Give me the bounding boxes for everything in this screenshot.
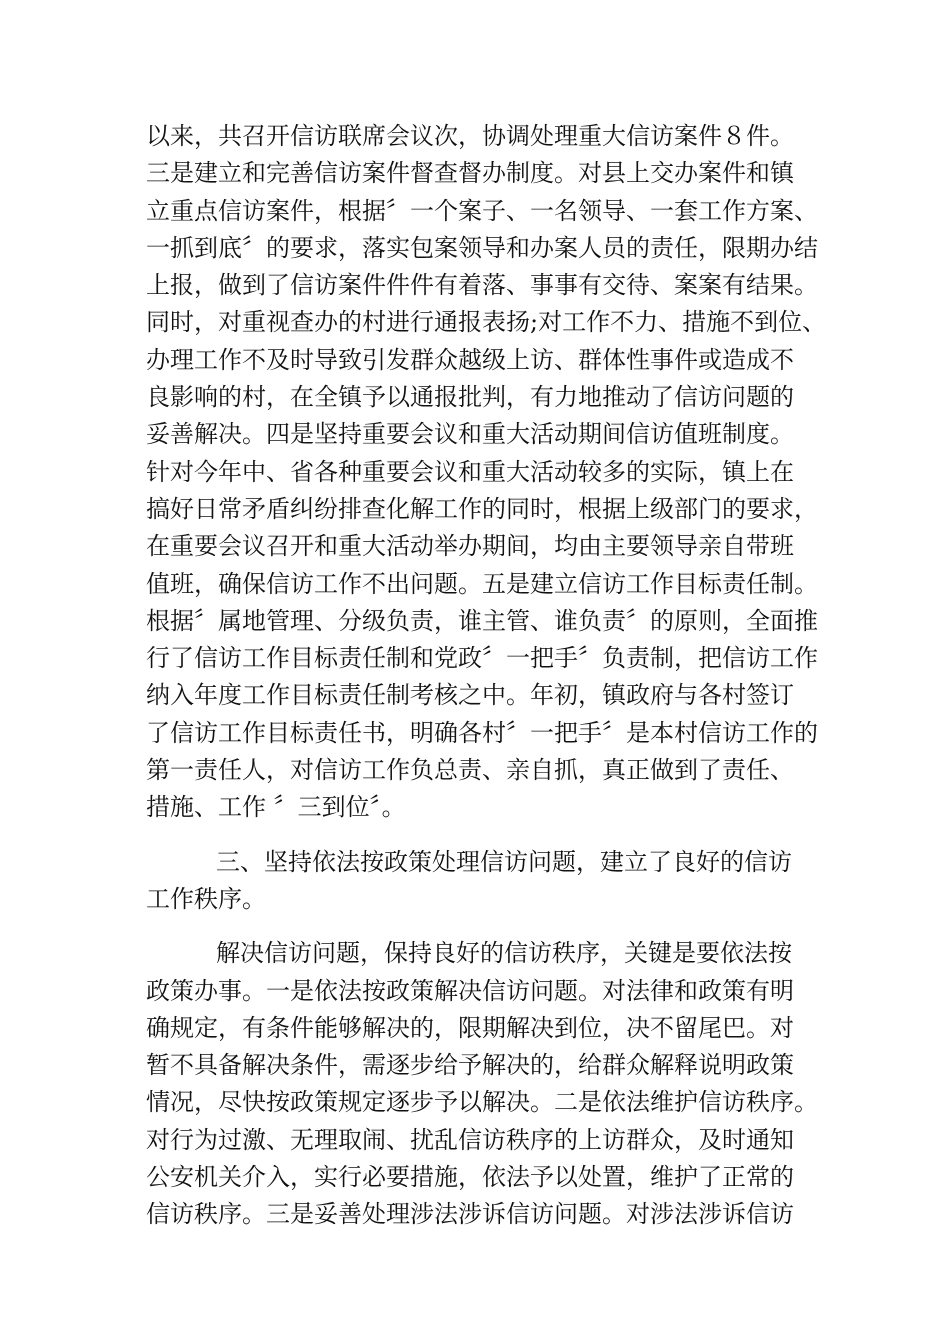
paragraph-gap xyxy=(146,827,826,844)
text-line: 值班，确保信访工作不出问题。五是建立信访工作目标责任制。 xyxy=(146,569,818,598)
body-paragraph-1 xyxy=(146,118,826,827)
text-line: 解决信访问题，保持良好的信访秩序，关键是要依法按 xyxy=(216,939,792,968)
text-line: 上报，做到了信访案件件件有着落、事事有交待、案案有结果。 xyxy=(146,271,818,300)
text-line: 第一责任人，对信访工作负总责、亲自抓，真正做到了责任、 xyxy=(146,756,794,785)
text-line: 措施、工作 〞三到位〞。 xyxy=(146,793,406,822)
text-line: 良影响的村，在全镇予以通报批判，有力地推动了信访问题的 xyxy=(146,383,794,412)
text-line: 在重要会议召开和重大活动举办期间，均由主要领导亲自带班 xyxy=(146,532,794,561)
text-line: 公安机关介入，实行必要措施，依法予以处置，维护了正常的 xyxy=(146,1163,794,1192)
text-line: 了信访工作目标责任书，明确各村〞一把手〞是本村信访工作的 xyxy=(146,718,818,747)
paragraph-gap xyxy=(146,918,826,935)
text-line: 以来，共召开信访联席会议次，协调处理重大信访案件８件。 xyxy=(146,122,794,150)
text-line: 纳入年度工作目标责任制考核之中。年初，镇政府与各村签订 xyxy=(146,681,794,710)
heading-line: 工作秩序。 xyxy=(146,884,266,913)
text-line: 情况，尽快按政策规定逐步予以解决。二是依法维护信访秩序。 xyxy=(146,1088,818,1117)
text-line: 三是建立和完善信访案件督查督办制度。对县上交办案件和镇 xyxy=(146,159,794,188)
text-line: 针对今年中、省各种重要会议和重大活动较多的实际，镇上在 xyxy=(146,457,794,486)
text-line: 妥善解决。四是坚持重要会议和重大活动期间信访值班制度。 xyxy=(146,420,794,449)
text-line: 信访秩序。三是妥善处理涉法涉诉信访问题。对涉法涉诉信访 xyxy=(146,1200,794,1229)
text-line: 立重点信访案件，根据〞一个案子、一名领导、一套工作方案、 xyxy=(146,196,818,225)
text-line: 确规定，有条件能够解决的，限期解决到位，决不留尾巴。对 xyxy=(146,1013,794,1042)
text-line: 对行为过激、无理取闹、扰乱信访秩序的上访群众，及时通知 xyxy=(146,1125,794,1154)
heading-line: 三、坚持依法按政策处理信访问题，建立了良好的信访 xyxy=(216,847,792,876)
text-line: 根据〞属地管理、分级负责，谁主管、谁负责〞的原则，全面推 xyxy=(146,606,818,635)
text-line: 同时，对重视查办的村进行通报表扬;对工作不力、措施不到位、 xyxy=(146,308,827,337)
text-line: 一抓到底〞的要求，落实包案领导和办案人员的责任，限期办结 xyxy=(146,233,818,262)
text-line: 行了信访工作目标责任制和党政〞一把手〞负责制，把信访工作 xyxy=(146,644,818,673)
text-line: 政策办事。一是依法按政策解决信访问题。对法律和政策有明 xyxy=(146,976,794,1005)
section-heading-3 xyxy=(146,844,826,919)
text-line: 搞好日常矛盾纠纷排查化解工作的同时，根据上级部门的要求， xyxy=(146,494,818,523)
text-line: 办理工作不及时导致引发群众越级上访、群体性事件或造成不 xyxy=(146,345,794,374)
text-line: 暂不具备解决条件，需逐步给予解决的，给群众解释说明政策 xyxy=(146,1051,794,1080)
body-paragraph-2 xyxy=(146,935,826,1233)
document-body xyxy=(146,118,826,1234)
